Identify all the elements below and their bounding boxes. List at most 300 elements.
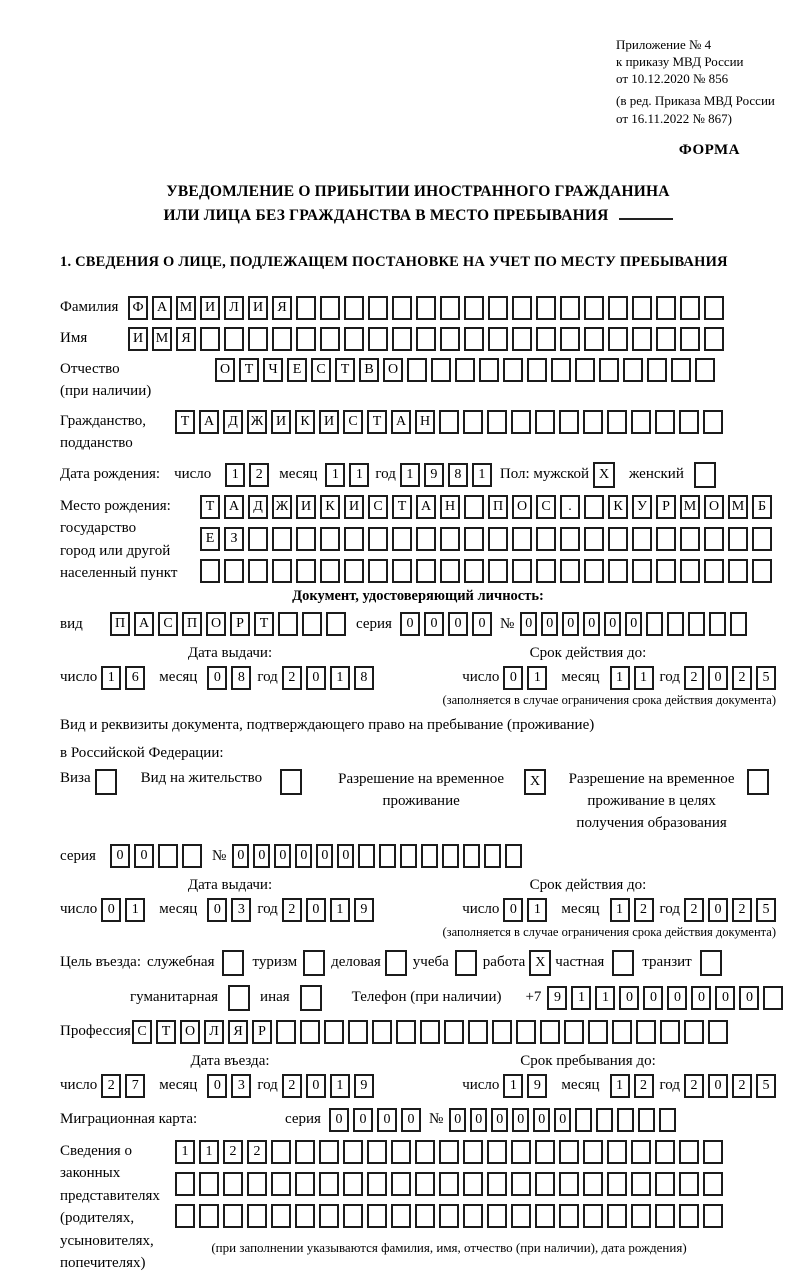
char-box: 3 bbox=[231, 1074, 251, 1098]
char-box bbox=[575, 1108, 592, 1132]
char-box bbox=[704, 527, 724, 551]
char-box bbox=[659, 1108, 676, 1132]
birth-place-label-line2: государство bbox=[60, 520, 137, 537]
char-box: 0 bbox=[520, 612, 537, 636]
char-box bbox=[391, 1140, 411, 1164]
char-box bbox=[564, 1020, 584, 1044]
char-box bbox=[728, 559, 748, 583]
char-box bbox=[392, 327, 412, 351]
char-box bbox=[379, 844, 396, 868]
char-box: 1 bbox=[330, 1074, 350, 1098]
char-box bbox=[343, 1172, 363, 1196]
residence-valid-col bbox=[400, 876, 776, 922]
char-box bbox=[646, 612, 663, 636]
char-box bbox=[348, 1020, 368, 1044]
year-label: год bbox=[659, 669, 680, 686]
char-box bbox=[488, 327, 508, 351]
char-box: . bbox=[560, 495, 580, 519]
char-box bbox=[324, 1020, 344, 1044]
char-box: М bbox=[176, 296, 196, 320]
char-box: П bbox=[110, 612, 130, 636]
char-box bbox=[704, 296, 724, 320]
char-box bbox=[536, 527, 556, 551]
char-box bbox=[416, 296, 436, 320]
char-box: 0 bbox=[625, 612, 642, 636]
char-box bbox=[343, 1140, 363, 1164]
char-box: П bbox=[488, 495, 508, 519]
char-box: А bbox=[199, 410, 219, 434]
char-box bbox=[199, 1204, 219, 1228]
char-box bbox=[584, 327, 604, 351]
char-box bbox=[468, 1020, 488, 1044]
char-box bbox=[631, 1140, 651, 1164]
char-box bbox=[224, 327, 244, 351]
day-label: число bbox=[462, 669, 500, 686]
char-box bbox=[464, 296, 484, 320]
char-box: 0 bbox=[619, 986, 639, 1010]
char-box: 0 bbox=[401, 1108, 421, 1132]
purpose-private-checkbox bbox=[612, 950, 634, 976]
char-box: Л bbox=[204, 1020, 224, 1044]
char-box: О bbox=[215, 358, 235, 382]
char-box: Т bbox=[156, 1020, 176, 1044]
char-box bbox=[512, 296, 532, 320]
char-box: 0 bbox=[472, 612, 492, 636]
char-box: А bbox=[152, 296, 172, 320]
char-box: Р bbox=[656, 495, 676, 519]
char-box: А bbox=[224, 495, 244, 519]
char-box bbox=[559, 410, 579, 434]
char-box: Ф bbox=[128, 296, 148, 320]
res-series-label: серия bbox=[60, 847, 96, 864]
profession-label: Профессия bbox=[60, 1023, 131, 1040]
char-box bbox=[421, 844, 438, 868]
char-box: 2 bbox=[249, 463, 269, 487]
char-box: К bbox=[608, 495, 628, 519]
char-box bbox=[420, 1020, 440, 1044]
char-box: 0 bbox=[691, 986, 711, 1010]
char-box: 9 bbox=[354, 898, 374, 922]
char-box: Н bbox=[440, 495, 460, 519]
char-box bbox=[415, 1204, 435, 1228]
purpose-work-checkbox: X bbox=[529, 950, 551, 976]
char-box bbox=[535, 1204, 555, 1228]
char-box bbox=[575, 358, 595, 382]
char-box: О bbox=[180, 1020, 200, 1044]
char-box bbox=[344, 327, 364, 351]
char-box bbox=[655, 410, 675, 434]
char-box bbox=[607, 1172, 627, 1196]
representatives-row3-boxes bbox=[175, 1204, 723, 1228]
char-box bbox=[247, 1204, 267, 1228]
char-box bbox=[416, 527, 436, 551]
char-box: 0 bbox=[541, 612, 558, 636]
validity-note: (заполняется в случае ограничения срока действия документа) bbox=[442, 924, 776, 939]
temp-residence-label: Разрешение на временное проживание bbox=[338, 771, 505, 809]
char-box bbox=[248, 527, 268, 551]
res-issue-day-boxes bbox=[101, 898, 145, 922]
entry-purpose-row bbox=[60, 950, 776, 976]
char-box: О bbox=[206, 612, 226, 636]
valid-until-label: Срок действия до: bbox=[529, 645, 647, 662]
representatives-label-line2: законных bbox=[60, 1165, 121, 1182]
char-box bbox=[559, 1172, 579, 1196]
char-box bbox=[503, 358, 523, 382]
mig-number-boxes bbox=[449, 1108, 676, 1132]
char-box bbox=[680, 559, 700, 583]
char-box: 2 bbox=[684, 1074, 704, 1098]
char-box: С bbox=[536, 495, 556, 519]
char-box bbox=[320, 527, 340, 551]
char-box bbox=[223, 1172, 243, 1196]
patronymic-label-line2: (при наличии) bbox=[60, 383, 152, 400]
char-box bbox=[632, 527, 652, 551]
sex-male-checkbox: X bbox=[593, 462, 615, 488]
char-box bbox=[512, 559, 532, 583]
char-box: А bbox=[416, 495, 436, 519]
char-box bbox=[623, 358, 643, 382]
char-box bbox=[300, 1020, 320, 1044]
day-label: число bbox=[462, 1076, 500, 1093]
profession-row bbox=[60, 1020, 776, 1044]
char-box bbox=[271, 1172, 291, 1196]
res-number-boxes bbox=[232, 844, 522, 868]
char-box: И bbox=[344, 495, 364, 519]
char-box: Ч bbox=[263, 358, 283, 382]
char-box bbox=[660, 1020, 680, 1044]
mig-number-label: № bbox=[428, 1110, 444, 1127]
char-box bbox=[704, 327, 724, 351]
stay-year-boxes bbox=[684, 1074, 776, 1098]
char-box bbox=[584, 559, 604, 583]
char-box bbox=[583, 410, 603, 434]
birth-date-label: Дата рождения: bbox=[60, 465, 161, 482]
char-box bbox=[695, 358, 715, 382]
char-box bbox=[631, 1204, 651, 1228]
char-box: 0 bbox=[448, 612, 468, 636]
char-box bbox=[656, 327, 676, 351]
surname-label: Фамилия bbox=[60, 298, 119, 315]
purpose-tourism-label: туризм bbox=[252, 954, 298, 971]
char-box: А bbox=[391, 410, 411, 434]
birth-place-label-line1: Место рождения: bbox=[60, 497, 171, 514]
char-box: Н bbox=[415, 410, 435, 434]
char-box bbox=[599, 358, 619, 382]
char-box bbox=[679, 410, 699, 434]
residence-valid-group bbox=[400, 898, 776, 922]
representatives-label-line3: представителях bbox=[60, 1187, 160, 1204]
char-box: И bbox=[128, 327, 148, 351]
char-box: З bbox=[224, 527, 244, 551]
char-box bbox=[296, 327, 316, 351]
valid-until-label: Срок действия до: bbox=[529, 877, 647, 894]
res-valid-day-boxes bbox=[503, 898, 547, 922]
char-box: 0 bbox=[604, 612, 621, 636]
representatives-row2-boxes bbox=[175, 1172, 723, 1196]
char-box bbox=[584, 495, 604, 519]
char-box bbox=[730, 612, 747, 636]
char-box bbox=[487, 1172, 507, 1196]
char-box bbox=[368, 296, 388, 320]
char-box bbox=[463, 1172, 483, 1196]
char-box bbox=[295, 1140, 315, 1164]
representatives-row bbox=[60, 1140, 776, 1275]
char-box: 0 bbox=[708, 898, 728, 922]
char-box: 0 bbox=[329, 1108, 349, 1132]
residence-doc-options bbox=[60, 769, 776, 834]
char-box bbox=[344, 296, 364, 320]
char-box bbox=[326, 612, 346, 636]
char-box: 2 bbox=[732, 1074, 752, 1098]
char-box: 1 bbox=[125, 898, 145, 922]
entry-day-boxes bbox=[101, 1074, 145, 1098]
purpose-humanitarian-checkbox bbox=[228, 985, 250, 1011]
char-box: 0 bbox=[306, 666, 326, 690]
char-box bbox=[512, 527, 532, 551]
char-box bbox=[703, 1204, 723, 1228]
char-box bbox=[271, 1140, 291, 1164]
representatives-note: (при заполнении указываются фамилия, имя, отчество (при наличии), дата рождения) bbox=[211, 1239, 687, 1255]
char-box: 0 bbox=[207, 1074, 227, 1098]
char-box bbox=[158, 844, 178, 868]
day-label: число bbox=[60, 669, 98, 686]
entry-stay-dates bbox=[60, 1052, 776, 1098]
issue-date-label: Дата выдачи: bbox=[187, 877, 273, 894]
char-box: И bbox=[296, 495, 316, 519]
char-box bbox=[492, 1020, 512, 1044]
birth-month-boxes bbox=[325, 463, 369, 487]
char-box: 0 bbox=[110, 844, 130, 868]
appendix-line-3: от 10.12.2020 № 856 bbox=[616, 71, 729, 87]
birth-place-label-line3: город или другой bbox=[60, 542, 171, 559]
char-box: Я bbox=[228, 1020, 248, 1044]
char-box bbox=[200, 327, 220, 351]
char-box bbox=[516, 1020, 536, 1044]
identity-valid-group bbox=[400, 666, 776, 690]
char-box bbox=[400, 844, 417, 868]
char-box bbox=[583, 1172, 603, 1196]
char-box bbox=[680, 527, 700, 551]
stay-day-boxes bbox=[503, 1074, 547, 1098]
char-box: 2 bbox=[634, 1074, 654, 1098]
char-box: Л bbox=[224, 296, 244, 320]
char-box: 0 bbox=[134, 844, 154, 868]
char-box: 1 bbox=[400, 463, 420, 487]
char-box: О bbox=[512, 495, 532, 519]
char-box bbox=[608, 527, 628, 551]
char-box bbox=[416, 327, 436, 351]
id-valid-month-boxes bbox=[610, 666, 654, 690]
res-series-boxes bbox=[110, 844, 202, 868]
res-number-label: № bbox=[212, 847, 227, 864]
char-box bbox=[464, 527, 484, 551]
char-box bbox=[607, 410, 627, 434]
section1-title: 1. СВЕДЕНИЯ О ЛИЦЕ, ПОДЛЕЖАЩЕМ ПОСТАНОВКЕ НА УЧЕТ ПО МЕСТУ ПРЕБЫВАНИЯ bbox=[60, 253, 728, 270]
char-box: 3 bbox=[231, 898, 251, 922]
char-box: 2 bbox=[282, 1074, 302, 1098]
char-box bbox=[248, 327, 268, 351]
char-box bbox=[688, 612, 705, 636]
char-box bbox=[584, 296, 604, 320]
char-box bbox=[763, 986, 783, 1010]
char-box: 0 bbox=[708, 1074, 728, 1098]
char-box bbox=[559, 1140, 579, 1164]
purpose-study-checkbox bbox=[455, 950, 477, 976]
char-box: 0 bbox=[306, 898, 326, 922]
day-label: число bbox=[174, 465, 212, 482]
char-box bbox=[319, 1172, 339, 1196]
char-box bbox=[296, 296, 316, 320]
char-box: 1 bbox=[225, 463, 245, 487]
char-box bbox=[488, 559, 508, 583]
char-box: 0 bbox=[533, 1108, 550, 1132]
char-box: Е bbox=[200, 527, 220, 551]
char-box bbox=[343, 1204, 363, 1228]
char-box: 1 bbox=[330, 898, 350, 922]
char-box: 0 bbox=[503, 666, 523, 690]
surname-boxes bbox=[128, 296, 724, 320]
char-box bbox=[295, 1204, 315, 1228]
char-box bbox=[464, 559, 484, 583]
char-box bbox=[559, 1204, 579, 1228]
year-label: год bbox=[257, 669, 278, 686]
visa-checkbox bbox=[95, 769, 117, 795]
residence-issue-col bbox=[60, 876, 400, 922]
stay-until-col bbox=[400, 1052, 776, 1098]
char-box: 9 bbox=[527, 1074, 547, 1098]
identity-doc-dates bbox=[60, 644, 776, 690]
purpose-official-checkbox bbox=[222, 950, 244, 976]
purpose-humanitarian-label: гуманитарная bbox=[130, 989, 219, 1006]
char-box bbox=[636, 1020, 656, 1044]
stay-month-boxes bbox=[610, 1074, 654, 1098]
form-title-line2: ИЛИ ЛИЦА БЕЗ ГРАЖДАНСТВА В МЕСТО ПРЕБЫВАНИЯ bbox=[163, 206, 609, 224]
char-box bbox=[512, 327, 532, 351]
char-box bbox=[276, 1020, 296, 1044]
char-box: 2 bbox=[282, 898, 302, 922]
char-box bbox=[647, 358, 667, 382]
char-box: 2 bbox=[101, 1074, 121, 1098]
month-label: месяц bbox=[159, 1076, 198, 1093]
char-box bbox=[391, 1204, 411, 1228]
char-box bbox=[440, 559, 460, 583]
char-box: Е bbox=[287, 358, 307, 382]
char-box: М bbox=[152, 327, 172, 351]
char-box: 0 bbox=[708, 666, 728, 690]
char-box bbox=[175, 1204, 195, 1228]
char-box bbox=[536, 327, 556, 351]
birth-place-row2-boxes bbox=[200, 527, 772, 551]
char-box bbox=[464, 495, 484, 519]
char-box bbox=[560, 527, 580, 551]
char-box: 2 bbox=[684, 666, 704, 690]
char-box: 0 bbox=[715, 986, 735, 1010]
char-box bbox=[638, 1108, 655, 1132]
char-box bbox=[535, 1140, 555, 1164]
patronymic-row bbox=[60, 358, 776, 403]
char-box: 1 bbox=[527, 666, 547, 690]
char-box bbox=[182, 844, 202, 868]
char-box bbox=[439, 1204, 459, 1228]
char-box: Т bbox=[335, 358, 355, 382]
char-box bbox=[588, 1020, 608, 1044]
purpose-transit-checkbox bbox=[700, 950, 722, 976]
char-box: 5 bbox=[756, 898, 776, 922]
char-box: 7 bbox=[125, 1074, 145, 1098]
char-box bbox=[667, 612, 684, 636]
char-box bbox=[560, 296, 580, 320]
purpose-tourism-checkbox bbox=[303, 950, 325, 976]
res-valid-month-boxes bbox=[610, 898, 654, 922]
char-box bbox=[536, 296, 556, 320]
day-label: число bbox=[60, 1076, 98, 1093]
char-box bbox=[367, 1140, 387, 1164]
char-box bbox=[358, 844, 375, 868]
char-box bbox=[511, 1204, 531, 1228]
char-box bbox=[709, 612, 726, 636]
char-box bbox=[752, 527, 772, 551]
citizenship-label-line2: подданство bbox=[60, 435, 133, 452]
char-box: 0 bbox=[316, 844, 333, 868]
char-box: Ж bbox=[272, 495, 292, 519]
char-box bbox=[320, 296, 340, 320]
char-box: Т bbox=[367, 410, 387, 434]
char-box bbox=[584, 527, 604, 551]
char-box bbox=[655, 1172, 675, 1196]
char-box bbox=[464, 327, 484, 351]
char-box: 1 bbox=[503, 1074, 523, 1098]
char-box: 2 bbox=[282, 666, 302, 690]
purpose-business-label: деловая bbox=[331, 954, 381, 971]
char-box bbox=[511, 410, 531, 434]
char-box bbox=[511, 1172, 531, 1196]
name-boxes bbox=[128, 327, 724, 351]
entry-date-label: Дата въезда: bbox=[190, 1053, 270, 1070]
month-label: месяц bbox=[561, 1076, 600, 1093]
char-box: У bbox=[632, 495, 652, 519]
purpose-work-label: работа bbox=[482, 954, 526, 971]
name-label: Имя bbox=[60, 329, 88, 346]
char-box: 1 bbox=[175, 1140, 195, 1164]
identity-doc-heading: Документ, удостоверяющий личность: bbox=[292, 587, 544, 604]
month-label: месяц bbox=[561, 669, 600, 686]
char-box: 9 bbox=[354, 1074, 374, 1098]
char-box: И bbox=[248, 296, 268, 320]
phone-boxes bbox=[547, 986, 783, 1010]
temp-residence-checkbox: X bbox=[524, 769, 546, 795]
char-box bbox=[612, 1020, 632, 1044]
char-box bbox=[368, 327, 388, 351]
month-label: месяц bbox=[279, 465, 318, 482]
char-box bbox=[488, 296, 508, 320]
char-box bbox=[439, 1172, 459, 1196]
char-box bbox=[175, 1172, 195, 1196]
doc-series-boxes bbox=[400, 612, 492, 636]
char-box bbox=[632, 559, 652, 583]
char-box: И bbox=[319, 410, 339, 434]
char-box: 2 bbox=[732, 666, 752, 690]
representatives-label-line6: попечителях) bbox=[60, 1255, 146, 1272]
purpose-private-label: частная bbox=[555, 954, 605, 971]
identity-issue-group bbox=[60, 666, 400, 690]
residence-doc-line1: Вид и реквизиты документа, подтверждающего право на пребывание (проживание) bbox=[60, 717, 595, 734]
id-valid-year-boxes bbox=[684, 666, 776, 690]
char-box: Т bbox=[239, 358, 259, 382]
char-box bbox=[655, 1204, 675, 1228]
month-label: месяц bbox=[561, 901, 600, 918]
char-box: 1 bbox=[610, 666, 630, 690]
migration-card-label: Миграционная карта: bbox=[60, 1110, 198, 1127]
